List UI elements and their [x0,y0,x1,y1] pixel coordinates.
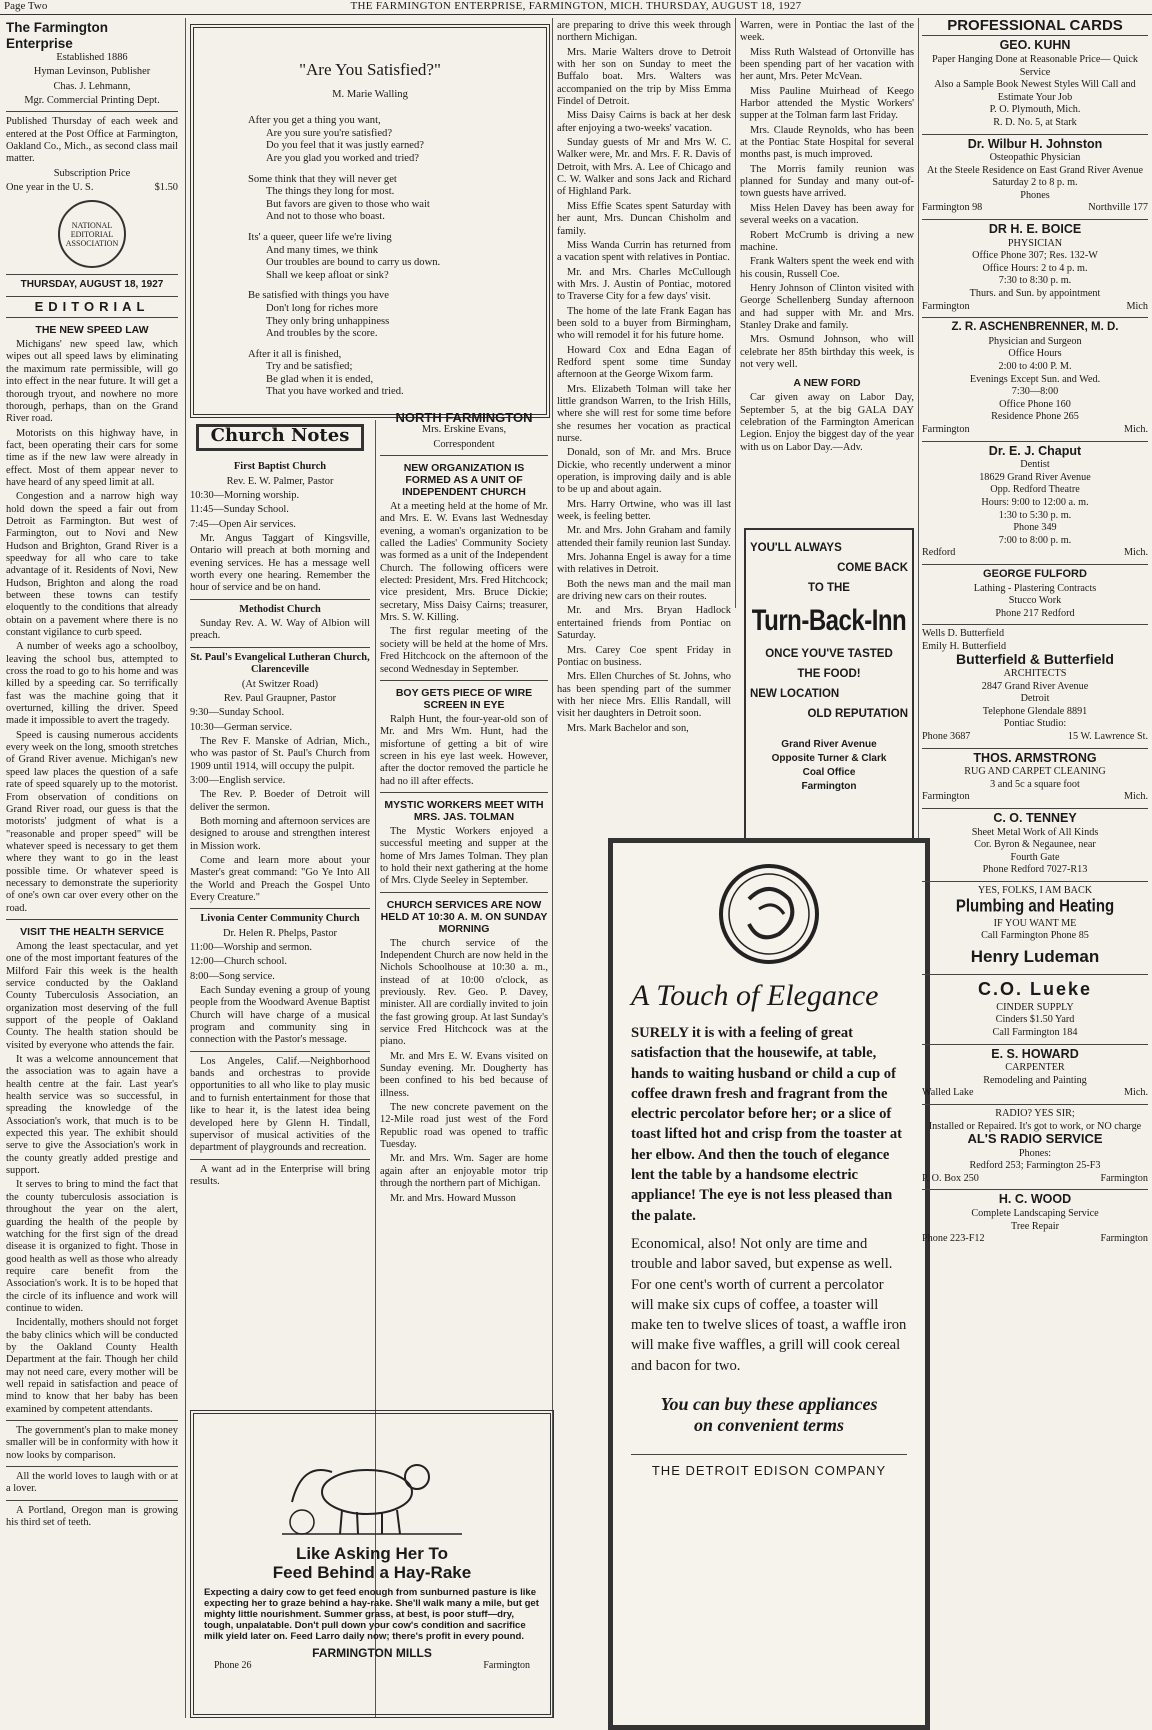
paragraph: Michigans' new speed law, which wipes out all speed laws by eliminating the maximum rate permissible, will go into effect in the near future. It will get a thorough tryout, and nowhere no more thorough, perhaps, than on the Grand River road. [6,339,178,425]
farmington-mills-ad [190,1410,554,1718]
headline: A NEW FORD [793,377,861,390]
church-name: Methodist Church [239,603,321,615]
paragraph: Sunday Rev. A. W. Way of Albion will preach. [190,618,370,642]
card-boice: DR H. E. BOICE PHYSICIAN Office Phone 307; Res. 132-W Office Hours: 2 to 4 p. m. 7:30 to 8:30 p. m. Thurs. and Sun. by appointment Farmington Mich [922,220,1148,318]
ad-line: YOU'LL ALWAYS [750,542,842,554]
edison-monogram-logo [714,859,824,969]
headline: MYSTIC WORKERS MEET WITH MRS. JAS. TOLMAN [384,798,544,823]
publication-note: Published Thursday of each week and entered at the Post Office at Farmington, Oakland Co., Mich., as second class mail matter. [6,116,178,165]
headline: CHURCH SERVICES ARE NOW HELD AT 10:30 A. M. ON SUNDAY MORNING [380,898,548,935]
ad-headline: Like Asking Her To [295,1544,449,1563]
card-armstrong: THOS. ARMSTRONG RUG AND CARPET CLEANING 3 and 5c a square foot Farmington Mich. [922,749,1148,809]
paragraph: Mrs. Ellen Churches of St. Johns, who has been spending part of the summer with her niece Mrs. Ellis Randall, will visit her daughters in Detroit soon. [557,671,731,720]
north-farmington-column [380,412,548,1402]
card-lueke: C.O. Lueke CINDER SUPPLY Cinders $1.50 Yard Call Farmington 184 [922,975,1148,1045]
paragraph: Mr. and Mrs E. W. Evans visited on Sunday evening. Mr. Dougherty has been confined to his bed because of illness. [380,1050,548,1099]
paragraph: It was a welcome announcement that the association was to again have a health centre at the fair. Last year's health service was so successful, in spreading the knowledge of the Association's work, that much is to be expected this year. The exhibit should serve to give the Association's work in the county greatly added prestige and support. [6,1054,178,1177]
paragraph: Each Sunday evening a group of young people from the Woodward Avenue Baptist Church will have charge of a musical program and community sing in connection with the Pastor's message. [190,985,370,1046]
church-pastor: Rev. Paul Graupner, Pastor [223,692,337,704]
card-aschenbrenner: Z. R. ASCHENBRENNER, M. D. Physician and Surgeon Office Hours 2:00 to 4:00 P. M. Evenings Except Sun. and Wed. 7:30—8:00 Office Phone 160 Residence Phone 265 Farmington Mich. [922,318,1148,441]
paragraph: Miss Helen Davey has been away for several weeks on a vacation. [740,202,914,227]
address-line: Coal Office [802,767,856,778]
ad-body: Expecting a dairy cow to get feed enough from sunburned pasture is like expecting her to graze behind a hay-rake. She'll walk many a mile, but get mighty little nourishment. Summer grass, at best, is poor stuff—dry, tough, unpalatable. Don't pull down your cow's condition and sacrifice milk yield later on. Feed Larro daily now; there's profit in every pound. [204,1587,539,1642]
subscription-row: One year in the U. S. $1.50 [6,182,178,194]
association-seal: NATIONAL EDITORIAL ASSOCIATION [58,200,126,268]
paragraph: Miss Daisy Cairns is back at her desk after enjoying a two-weeks' vacation. [557,110,731,134]
poem-line: Are you glad you worked and tried? [266,152,419,164]
poem-line [248,282,538,290]
paragraph: The government's plan to make money smaller will be in conformity with how it now looks by comparison. [6,1425,178,1461]
paragraph: Car given away on Labor Day, September 5, at the big GALA DAY celebration of the Farmington American Legion. Enjoy the biggest day of the year with us on Labor Day.—Adv. [740,392,914,453]
poem-line [248,224,538,232]
schedule-line: 11:45—Sunday School. [190,504,289,516]
paragraph: Mrs. Osmund Johnson, who will celebrate her 85th birthday this week, is not very well. [740,334,914,370]
poem-line: Shall we keep afloat or sink? [266,269,389,281]
church-location: (At Switzer Road) [241,678,319,690]
ad-headline: Feed Behind a Hay-Rake [272,1563,472,1582]
poem-line: The things they long for most. [266,186,395,198]
paragraph: At a meeting held at the home of Mr. and Mrs. E. W. Evans last Wednesday evening, a woman's organization to be called the Ladies' Community Society was formed as a unit of the Independent Church. The following officers were elected: President, Mrs. Fred Hitchcock; vice president, Mrs. Bruce Dickie; secretary, Miss Daisy Cairns; treasurer, Mrs. S. W. Killing. [380,501,548,624]
card-kuhn: GEO. KUHN Paper Hanging Done at Reasonable Price— Quick Service Also a Sample Book Newest Styles Will Call and Estimate Your Job P. O. Plymouth, Mich. R. D. No. 5, at Stark [922,36,1148,134]
poem-line: And many times, we think [266,244,379,256]
paragraph: Mrs. Carey Coe spent Friday in Pontiac on business. [557,644,731,668]
paragraph: A number of weeks ago a schoolboy, leaving the school bus, attempted to cross the road to go to his home and was killed by a speeding car. So terrifically fast was the machine going that it overturned, killing the driver. Speed made it impossible to avert the tragedy. [6,641,178,727]
page-header [0,0,1152,15]
ad-contact: Phone 26 Farmington [214,1660,530,1671]
inn-name: Turn-Back-Inn [751,603,907,638]
paragraph: Mr. and Mrs. Wm. Sager are home again after an enjoyable motor trip through the northern part of Michigan. [380,1153,548,1190]
section-title: NORTH FARMINGTON [395,410,533,425]
poem-line: Try and be satisfied; [266,361,353,373]
card-howard: E. S. HOWARD CARPENTER Remodeling and Painting Walled Lake Mich. [922,1045,1148,1105]
paragraph: Warren, were in Pontiac the last of the week. [740,20,914,44]
paragraph: Incidentally, mothers should not forget the baby clinics which will be conducted by the Oakland County Health Department at the fair. Though her child may not need care, every mother will be well repaid in satisfaction and peace of mind to know that her baby has been examined by competent attendants. [6,1317,178,1415]
poem-line: Be glad when it is ended, [266,373,374,385]
paragraph: Mr. Angus Taggart of Kingsville, Ontario will preach at both morning and evening services. He has a message well worth every one hearing. Remember the hour of service and be on hand. [190,533,370,594]
paragraph: Los Angeles, Calif.—Neighborhood bands and orchestras to provide opportunities to all who like to play music and to furnish entertainment for those that like to hear it, is the latest idea being developed here by Glenn H. Tindall, supervisor of musical activities of the department of playgrounds and recreation. [190,1055,370,1154]
paragraph: Ralph Hunt, the four-year-old son of Mr. and Mrs Wm. Hunt, had the misfortune of getting a bit of wire screen in his eye last week. However, after the doctor removed the particle he had no ill after effects. [380,713,548,787]
subscription-head: Subscription Price [53,167,131,179]
paragraph: Mr. and Mrs. Charles McCullough with Mrs. J. Austin of Pontiac, motored to Traverse City for a few days' visit. [557,266,731,303]
ad-line: ONCE YOU'VE TASTED [765,648,893,660]
correspondent: Mrs. Erskine Evans, [421,424,507,436]
poem-line [248,341,538,349]
ad-line: THE FOOD! [797,668,861,680]
card-fulford: GEORGE FULFORD Lathing - Plastering Contracts Stucco Work Phone 217 Redford [922,565,1148,625]
paragraph: Come and learn more about your Master's great command: "Go Ye Into All the World and Preach the Gospel Unto Every Creature." [190,854,370,903]
card-ludeman: YES, FOLKS, I AM BACK Plumbing and Heating IF YOU WANT ME Call Farmington Phone 85 Henry Ludeman [922,882,1148,975]
poem-line: After you get a thing you want, [248,115,381,127]
card-wood: H. C. WOOD Complete Landscaping Service Tree Repair Phone 223-F12 Farmington [922,1192,1148,1245]
ad-company: FARMINGTON MILLS [312,1646,432,1660]
paragraph: Donald, son of Mr. and Mrs. Bruce Dickie, who recently underwent a minor operation, is improving daily and is able to be up and about again. [557,447,731,496]
manager: Mgr. Commercial Printing Dept. [24,95,160,107]
paragraph: Howard Cox and Edna Eagan of Redford spent some time Sunday afternoon at the George Wixom farm. [557,344,731,381]
paragraph: The first regular meeting of the society will be held at the home of Mrs. Fred Hitchcock on the afternoon of the second Wednesday in September. [380,626,548,675]
section-title: PROFESSIONAL CARDS [922,20,1148,36]
paper-name: The Farmington Enterprise [6,20,108,51]
church-name: St. Paul's Evangelical Lutheran Church, Clarenceville [190,651,370,676]
schedule-line: 10:30—German service. [190,721,293,733]
headline: VISIT THE HEALTH SERVICE [20,925,164,938]
poem-line: That you have worked and tried. [266,386,404,398]
church-notes-banner: Church Notes [196,424,364,451]
paragraph: The Morris family reunion was planned for Sunday and many out-of-town guests have arrived. [740,163,914,200]
detroit-edison-ad [608,838,930,1730]
poem-line: After it all is finished, [248,348,342,360]
ad-paragraph: SURELY it is with a feeling of great satisfaction that the housewife, at table, hands to waiting husband or child a cup of coffee drawn fresh and fragrant from the electric percolator before her; or a slice of toast lifted hot and crisp from the toaster at her elbow. And then the touch of elegance lent the table by a handsome electric appliance! The eye is not less pleased than the palate. [631,1025,903,1224]
column-5 [740,20,914,528]
masthead: THE FARMINGTON ENTERPRISE, FARMINGTON, MICH. THURSDAY, AUGUST 18, 1927 [350,0,802,12]
card-johnston: Dr. Wilbur H. Johnston Osteopathic Physician At the Steele Residence on East Grand River Avenue Saturday 2 to 8 p. m. Phones Farmington 98 Northville 177 [922,135,1148,221]
schedule-line: 7:45—Open Air services. [190,518,296,530]
ad-line: OLD REPUTATION [807,708,908,720]
column-4 [557,20,731,734]
ad-line: COME BACK [837,562,908,574]
column-rule [185,18,186,1718]
paragraph: Miss Wanda Currin has returned from a vacation spent with relatives in Pontiac. [557,239,731,264]
paragraph: Mr. and Mrs. John Graham and family attended their family reunion last Sunday. [557,525,731,549]
correspondent-label: Correspondent [433,438,495,450]
paragraph: are preparing to drive this week through northern Michigan. [557,20,731,44]
cow-hayrake-illustration [272,1422,472,1542]
paragraph: It serves to bring to mind the fact that the county tuberculosis association is throughout the year on the alert, guarding the health of the people by watching for the first sign of the dread disease it is organized to fight. Those in good health as well as those who already require care benefit from the Association's work. It is to be hoped that the circle of its influence and work will continue to widen. [6,1179,178,1314]
poem-line: They only bring unhappiness [266,315,390,327]
schedule-line: 10:30—Morning worship. [190,490,300,502]
paragraph: All the world loves to laugh with or at a lover. [6,1471,178,1495]
paragraph: Miss Effie Scates spent Saturday with her aunt, Mrs. Duncan Chisholm and family. [557,200,731,237]
paragraph: A want ad in the Enterprise will bring results. [190,1163,370,1187]
paragraph: Mr. and Mrs. Bryan Hadlock entertained friends from Pontiac on Saturday. [557,605,731,642]
poem-title: "Are You Satisfied?" [299,60,441,79]
paragraph: The new concrete pavement on the 12-Mile road just west of the Ford Republic road was opened to traffic Tuesday. [380,1102,548,1151]
church-pastor: Dr. Helen R. Phelps, Pastor [222,927,337,939]
address-line: Grand River Avenue [781,739,877,750]
poem-line: And not to those who boast. [266,211,385,223]
editor: Chas. J. Lehmann, [53,80,131,92]
publisher: Hyman Levinson, Publisher [33,66,151,78]
poem-line: But favors are given to those who wait [266,198,430,210]
schedule-line: 12:00—Church school. [190,956,287,968]
poem-lines [202,115,538,399]
poem-line: And troubles by the score. [266,328,378,340]
paragraph: Miss Ruth Walstead of Ortonville has been spending part of her vacation with her aunt, Mrs. Peter McVean. [740,46,914,83]
card-chaput: Dr. E. J. Chaput Dentist 18629 Grand River Avenue Opp. Redford Theatre Hours: 9:00 to 12:00 a. m. 1:30 to 5:30 p. m. Phone 349 7:00 to 8:00 p. m. Redford Mich. [922,442,1148,565]
established: Established 1886 [56,52,128,63]
address-line: Opposite Turner & Clark [771,753,887,764]
ad-paragraph: Economical, also! Not only are time and trouble and labor saved, but expense as well. For one cent's worth of current a percolator will make six cups of coffee, a toaster will make ten to twelve slices of toast, a waffle iron will make five waffles, a grill will cook cereal and bacon for two. [631,1235,907,1374]
paragraph: A Portland, Oregon man is growing his third set of teeth. [6,1504,178,1529]
column-rule [735,18,736,608]
paragraph: Mrs. Marie Walters drove to Detroit with her son on Sunday to meet the Buffalo boat. Mrs. Walters was accompanied on the trip by Miss Emma Findel of Detroit. [557,46,731,108]
paragraph: Motorists on this highway have, in fact, been operating their cars for some time as if the new law were already in effect. Most of them appear never to have heard of any speed limit at all. [6,427,178,488]
professional-cards-column [922,17,1148,1718]
paragraph: Speed is causing numerous accidents every week on the long, smooth stretches of Grand River avenue. Michigan's new speed law places the question of a safe rate of speed squarely up to the motorist. From observation of conditions on Grand River road, our guess is that the motorists' judgment of what is a "reasonable and proper speed" will be whatever speed is necessary to get them where they want to go in the least possible time. Or whatever speed is necessary to demonstrate the superiority of one's own car over every other on the road. [6,729,178,914]
headline: BOY GETS PIECE OF WIRE SCREEN IN EYE [395,686,533,711]
ad-line: TO THE [808,582,850,594]
paragraph: Both morning and afternoon services are designed to arouse and strengthen interest in Mission work. [190,815,370,852]
ad-company: THE DETROIT EDISON COMPANY [651,1463,887,1479]
headline: THE NEW SPEED LAW [35,324,149,337]
poem-line: Our troubles are bound to carry us down. [266,257,441,269]
editorial-heading: EDITORIAL [34,298,150,314]
paragraph: Mr. and Mrs. Howard Musson [390,1192,516,1204]
church-name: First Baptist Church [233,461,327,473]
headline: NEW ORGANIZATION IS FORMED AS A UNIT OF INDEPENDENT CHURCH [402,462,526,499]
poem-line: Be satisfied with things you have [248,290,389,302]
poem-line: Its' a queer, queer life we're living [248,231,392,243]
paragraph: Mrs. Mark Bachelor and son, [567,722,689,734]
ad-headline: A Touch of Elegance [631,979,879,1012]
schedule-line: 3:00—English service. [190,774,286,786]
paragraph: Robert McCrumb is driving a new machine. [740,229,914,253]
paragraph: Mrs. Claude Reynolds, who has been at the Pontiac State Hospital for several months past, is much improved. [740,124,914,161]
poem-line [248,166,538,174]
schedule-line: 8:00—Song service. [190,970,275,982]
schedule-line: 9:30—Sunday School. [190,707,285,719]
paragraph: Frank Walters spent the week end with his cousin, Russell Coe. [740,256,914,280]
ad-line: NEW LOCATION [750,688,840,700]
card-radio: RADIO? YES SIR; Installed or Repaired. It's got to work, or NO charge AL'S RADIO SERVICE Phones: Redford 253; Farmington 25-F3 P. O. Box 250 Farmington [922,1105,1148,1191]
address-line: Farmington [801,781,857,792]
poem-author: M. Marie Walling [332,88,408,100]
paragraph: Mrs. Harry Ortwine, who was ill last week, is feeling better. [557,498,731,523]
paragraph: Sunday guests of Mr and Mrs W. C. Walker were, Mr. and Mrs. F. R. Davis of Detroit, with Mrs. A. Lee of Chicago and C. W. Walker and sons Jack and Richard of Highland Park. [557,137,731,198]
page-number: Page Two [4,0,48,12]
paragraph: The Mystic Workers enjoyed a successful meeting and supper at the home of Mrs James Tolman. They plan to hold their next gathering at the home of Mrs. Clyde Seeley in September. [380,825,548,887]
issue-date: THURSDAY, AUGUST 18, 1927 [20,279,164,291]
paragraph: Both the news man and the mail man are driving new cars on their routes. [557,578,731,603]
card-butterfield: Wells D. Butterfield Emily H. Butterfield Butterfield & Butterfield ARCHITECTS 2847 Grand River Avenue Detroit Telephone Glendale 8891 Pontiac Studio: Phone 3687 15 W. Lawrence St. [922,625,1148,748]
column-1 [6,20,178,1718]
schedule-line: 11:00—Worship and sermon. [190,942,313,954]
poem-line: Are you sure you're satisfied? [266,127,393,139]
church-name: Livonia Center Community Church [200,913,360,925]
ad-tagline: You can buy these appliances on convenient terms [660,1394,878,1436]
paragraph: Miss Pauline Muirhead of Keego Harbor attended the Mystic Workers' supper at the Tolman farm last Friday. [740,85,914,122]
paragraph: Congestion and a narrow high way hold down the speed a fair out from Detroit as Farmington. But west of Farmington, out to Novi and New Hudson and Brighton, Grand River is a speedway for all who care to take advantage of it. Residents of Novi, New Hudson, Brighton and along the road between these towns can testify eloquently to the conditions that already obtain on a pavement where there is no constant vigilance to curb speed. [6,491,178,639]
paragraph: The Rev F. Manske of Adrian, Mich., who was pastor of St. Paul's Church from 1909 until 1914, will occupy the pulpit. [190,735,370,772]
church-pastor: Rev. E. W. Palmer, Pastor [226,475,334,487]
paragraph: The Rev. P. Boeder of Detroit will deliver the sermon. [190,789,370,813]
paragraph: Mrs. Johanna Engel is away for a time with relatives in Detroit. [557,552,731,576]
paragraph: The home of the late Frank Eagan has been sold to a buyer from Birmingham, who will remodel it for his future home. [557,305,731,342]
poem-line: Some think that they will never get [248,173,397,185]
paragraph: The church service of the Independent Church are now held in the Nichols Schoolhouse at 10:30 a. m., instead of at 10:00 o'clock, as previously. Rev. Geo. P. Davey, minister. All are cordially invited to join the fast growing group. At last Sunday's service Fred Hitchcock was at the piano. [380,937,548,1048]
poem-line: Do you feel that it was justly earned? [266,140,424,152]
paragraph: Henry Johnson of Clinton visited with George Schellenberg Sunday afternoon and had supper with Mr. and Mrs. Stanley Drake and family. [740,282,914,331]
church-notes-column [190,424,370,1414]
paragraph: Mrs. Elizabeth Tolman will take her little grandson Warren, to the Irish Hills, where she will rest for some time before she resumes her vocation as practical nurse. [557,383,731,444]
poem-line: Don't long for riches more [266,302,378,314]
poem-box [190,24,550,418]
paragraph: Among the least spectacular, and yet one of the most important features of the Milford Fair this week is the health service conducted by the Oakland County Tuberculosis Association, an organization most deserving of the full support of the people of Oakland County. The health station should be visited by everyone who attends the fair. [6,940,178,1051]
card-tenney: C. O. TENNEY Sheet Metal Work of All Kinds Cor. Byron & Negaunee, near Fourth Gate Phone Redford 7027-R13 [922,809,1148,882]
